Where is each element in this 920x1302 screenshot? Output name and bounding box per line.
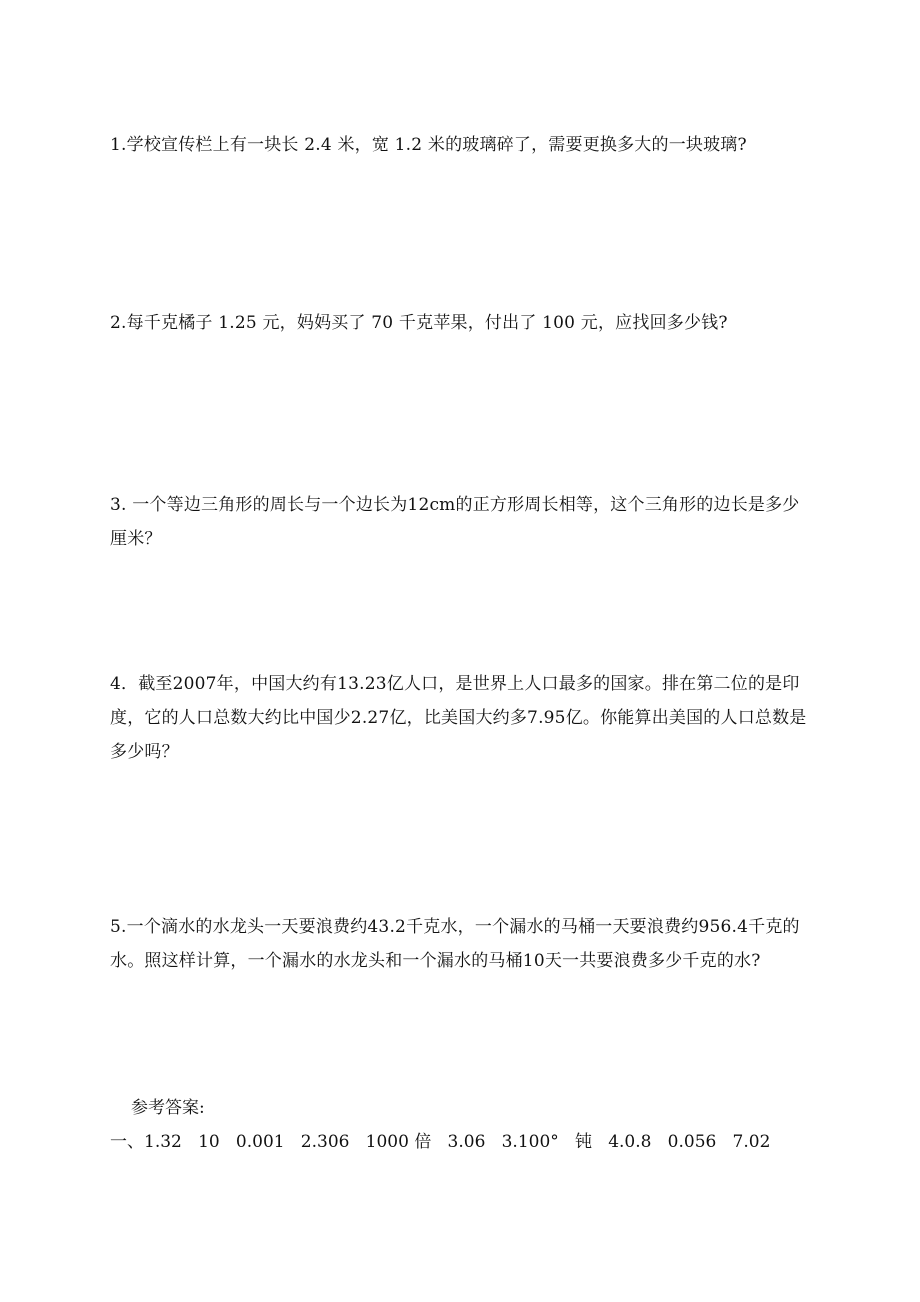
question-4: 4．截至2007年，中国大约有13.23亿人口，是世界上人口最多的国家。排在第二位的是印度，它的人口总数大约比中国少2.27亿，比美国大约多7.95亿。你能算出美国的人口总数是多少吗？	[110, 674, 807, 762]
answers-line-1: 一、1.32 10 0.001 2.306 1000 倍 3.06 3.100° 钝 4.0.8 0.056 7.02	[110, 1132, 771, 1152]
question-5: 5.一个滴水的水龙头一天要浪费约43.2千克水，一个漏水的马桶一天要浪费约956.4千克的水。照这样计算，一个漏水的水龙头和一个漏水的马桶10天一共要浪费多少千克的水?	[110, 917, 800, 971]
answers-heading: 参考答案:	[131, 1098, 205, 1118]
question-2: 2.每千克橘子 1.25 元，妈妈买了 70 千克苹果，付出了 100 元，应找回多少钱?	[110, 313, 728, 333]
question-1: 1.学校宣传栏上有一块长 2.4 米，宽 1.2 米的玻璃碎了，需要更换多大的一块玻璃?	[110, 135, 747, 155]
question-3: 3. 一个等边三角形的周长与一个边长为12cm的正方形周长相等，这个三角形的边长是多少厘米？	[110, 495, 800, 549]
